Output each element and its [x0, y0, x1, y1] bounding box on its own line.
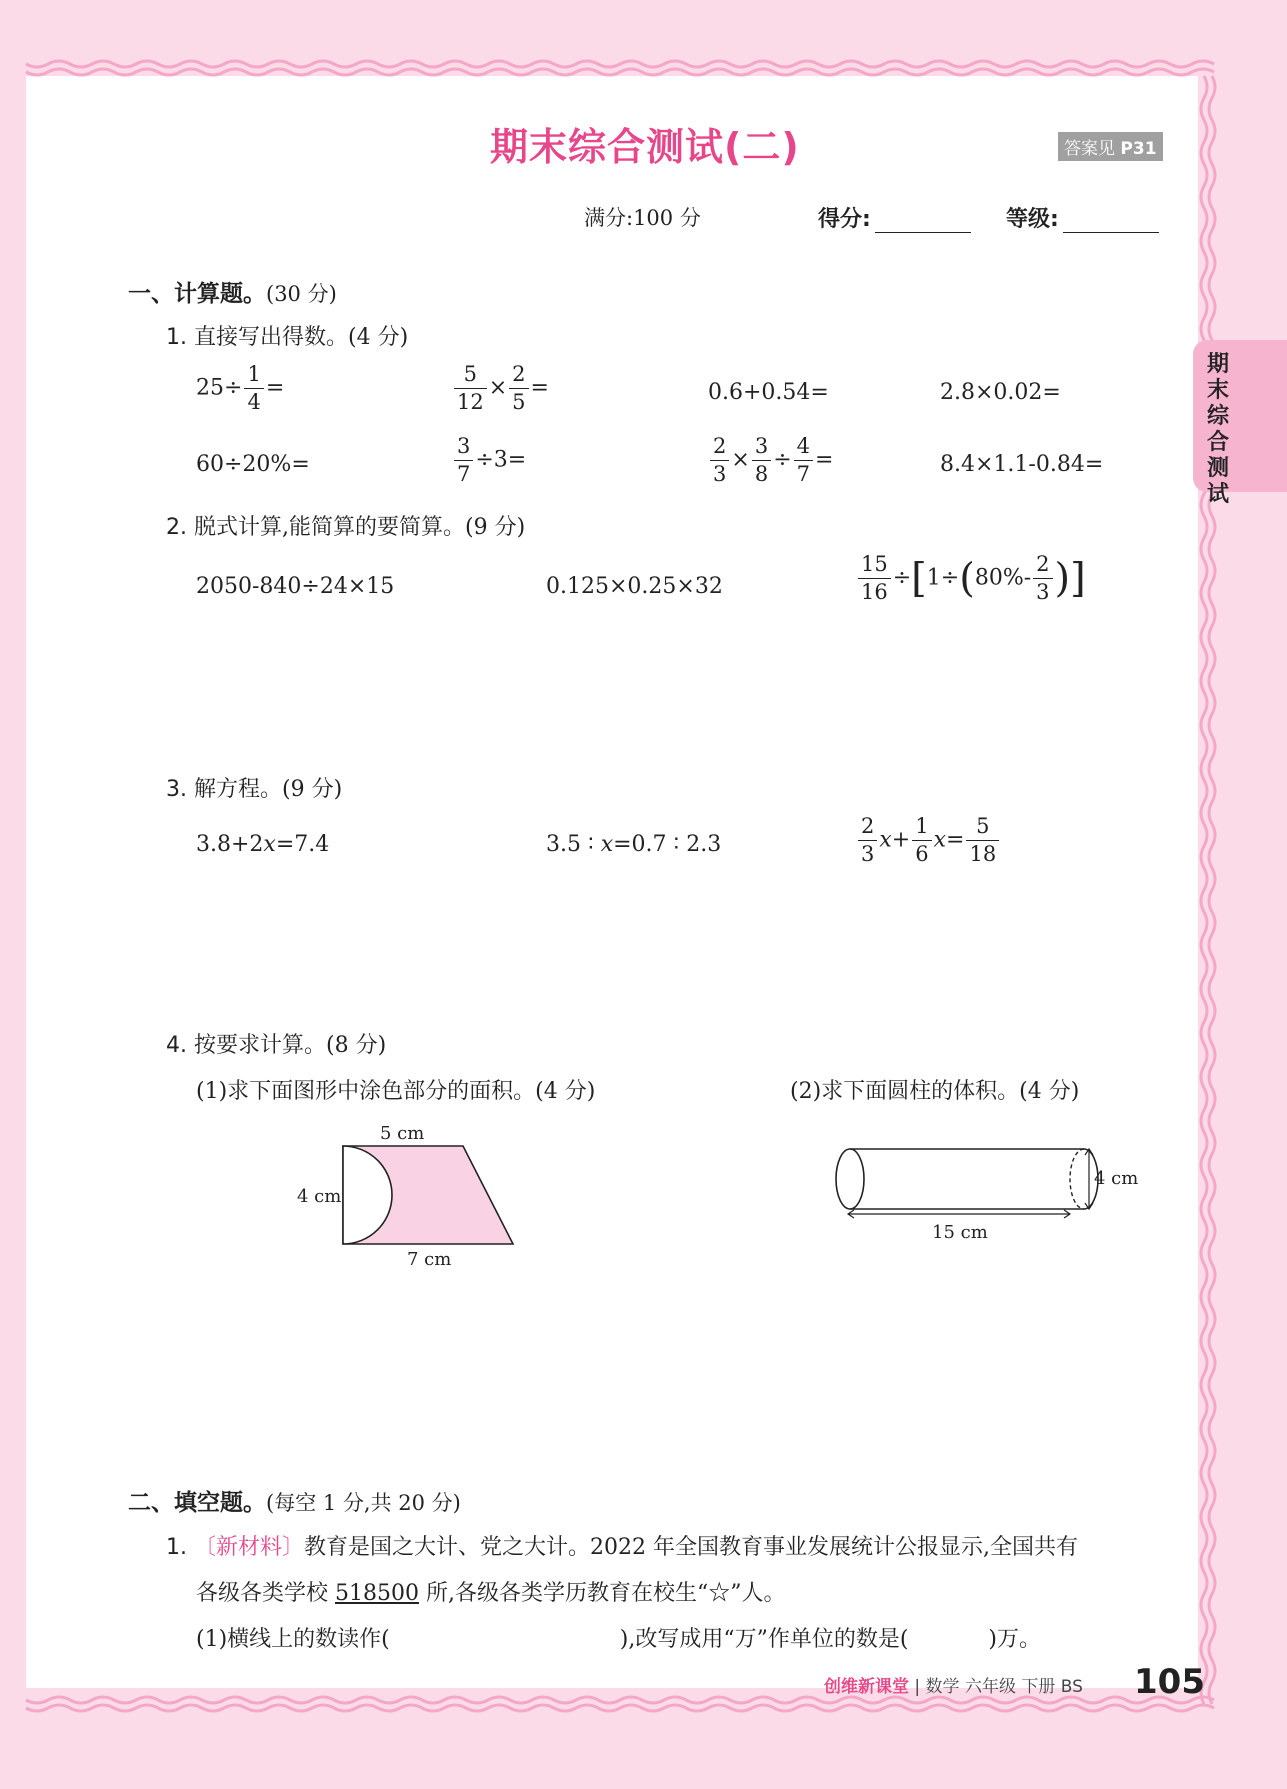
fig1-top-label: 5 cm	[380, 1123, 425, 1144]
question-1-2: 2. 脱式计算,能简算的要简算。(9 分)	[166, 515, 526, 540]
expr-1d: 2.8×0.02=	[940, 380, 1061, 405]
expr-1g: $\frac{2}{3}$ × $\frac{3}{8}$ ÷ $\frac{4}{7}$ =	[708, 436, 833, 485]
expr-2c: $\frac{15}{16}$ ÷[1÷(80%- $\frac{2}{3}$ )]	[856, 554, 1086, 603]
equation-3c: $\frac{2}{3}$ x+ $\frac{1}{6}$ x= $\frac{5}{18}$	[856, 816, 1001, 865]
expr-1h: 8.4×1.1-0.84=	[940, 452, 1104, 477]
section-1-heading: 一、计算题。(30 分)	[128, 281, 337, 307]
expr-1a: 25÷ $\frac{1}{4}$ =	[196, 362, 285, 414]
question-2-1-line1: 1. 〔新材料〕教育是国之大计、党之大计。2022 年全国教育事业发展统计公报显示,全国共有	[166, 1535, 1078, 1560]
expr-1f: $\frac{3}{7}$ ÷3=	[452, 436, 526, 485]
question-1-4-sub2: (2)求下面圆柱的体积。(4 分)	[790, 1079, 1080, 1104]
section-2-heading: 二、填空题。(每空 1 分,共 20 分)	[128, 1490, 461, 1516]
expr-1b: $\frac{5}{12}$ × $\frac{2}{5}$ =	[452, 364, 549, 413]
full-score: 满分:100 分	[584, 206, 701, 230]
side-tab-label: 期末综合测试	[1206, 352, 1229, 507]
question-2-1-sub1: (1)横线上的数读作( ),改写成用“万”作单位的数是( )万。	[196, 1627, 1041, 1652]
question-1-4-sub1: (1)求下面图形中涂色部分的面积。(4 分)	[196, 1079, 596, 1104]
equation-3b: 3.5 ∶ x=0.7 ∶ 2.3	[546, 832, 722, 857]
fig1-left-label: 4 cm	[297, 1186, 342, 1207]
fig2-length-label: 15 cm	[932, 1222, 988, 1243]
page-number: 105	[1134, 1662, 1205, 1702]
page-title: 期末综合测试(二)	[490, 125, 800, 169]
fig2-height-label: 4 cm	[1094, 1168, 1139, 1189]
score-field: 得分:	[818, 202, 971, 233]
question-2-1-line2: 各级各类学校 518500 所,各级各类学历教育在校生“☆”人。	[196, 1581, 786, 1606]
question-1-4: 4. 按要求计算。(8 分)	[166, 1033, 387, 1058]
expr-1c: 0.6+0.54=	[708, 380, 829, 405]
footer-info: 创维新课堂 | 数学 六年级 下册 BS	[824, 1677, 1083, 1697]
expr-2b: 0.125×0.25×32	[546, 574, 723, 599]
expr-2a: 2050-840÷24×15	[196, 574, 395, 599]
grade-field: 等级:	[1006, 202, 1159, 233]
answer-reference-badge: 答案见 P31	[1058, 132, 1163, 161]
fig1-bottom-label: 7 cm	[407, 1249, 452, 1270]
question-1-3: 3. 解方程。(9 分)	[166, 777, 343, 802]
expr-1e: 60÷20%=	[196, 452, 310, 477]
question-1-1: 1. 直接写出得数。(4 分)	[166, 325, 409, 350]
equation-3a: 3.8+2x=7.4	[196, 832, 330, 857]
